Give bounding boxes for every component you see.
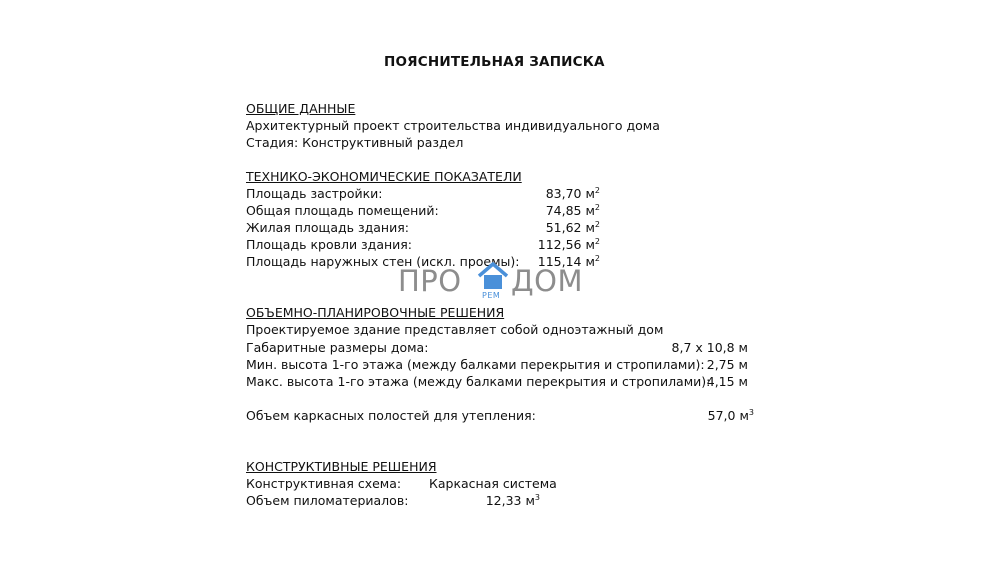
tech-value: 74,85 $м^2$	[545, 203, 600, 218]
tech-label: Площадь застройки:	[246, 186, 383, 201]
volume-value: 57,0 $м^3$	[707, 408, 754, 423]
planning-value: 8,7 х 10,8 м	[671, 340, 748, 355]
planning-intro: Проектируемое здание представляет собой одноэтажный дом	[246, 322, 664, 337]
tech-value: 112,56 $м^2$	[537, 237, 600, 252]
construct-value: Каркасная система	[429, 476, 557, 491]
volume-label: Объем каркасных полостей для утепления:	[246, 408, 536, 423]
planning-value: 2,75 м	[706, 357, 748, 372]
construct-value: 12,33 $м^3$	[485, 493, 540, 508]
planning-label: Макс. высота 1-го этажа (между балками перекрытия и стропилами):	[246, 374, 711, 389]
planning-heading: ОБЪЕМНО-ПЛАНИРОВОЧНЫЕ РЕШЕНИЯ	[246, 305, 505, 320]
construct-heading: КОНСТРУКТИВНЫЕ РЕШЕНИЯ	[246, 459, 437, 474]
tech-label: Жилая площадь здания:	[246, 220, 409, 235]
planning-label: Мин. высота 1-го этажа (между балками перекрытия и стропилами):	[246, 357, 705, 372]
general-heading: ОБЩИЕ ДАННЫЕ	[246, 101, 356, 116]
tech-label: Общая площадь помещений:	[246, 203, 439, 218]
watermark-logo	[398, 262, 608, 304]
general-line: Стадия: Конструктивный раздел	[246, 135, 464, 150]
watermark-left-text: ПРО	[398, 264, 462, 298]
document-title: ПОЯСНИТЕЛЬНАЯ ЗАПИСКА	[384, 54, 605, 70]
tech-label: Площадь кровли здания:	[246, 237, 413, 252]
tech-value: 115,14 $м^2$	[537, 254, 600, 269]
construct-label: Конструктивная схема:	[246, 476, 402, 491]
tech-label: Площадь наружных стен (искл. проемы):	[246, 254, 520, 269]
planning-label: Габаритные размеры дома:	[246, 340, 429, 355]
tech-value: 83,70 $м^2$	[545, 186, 600, 201]
construct-label: Объем пиломатериалов:	[246, 493, 409, 508]
tech-heading: ТЕХНИКО-ЭКОНОМИЧЕСКИЕ ПОКАЗАТЕЛИ	[246, 169, 522, 184]
watermark-sub-text: РЕМ	[482, 291, 501, 300]
house-icon	[476, 262, 510, 290]
planning-value: 4,15 м	[706, 374, 748, 389]
tech-value: 51,62 $м^2$	[545, 220, 600, 235]
watermark-right-text: ДОМ	[511, 264, 584, 298]
general-line: Архитектурный проект строительства индивидуального дома	[246, 118, 660, 133]
